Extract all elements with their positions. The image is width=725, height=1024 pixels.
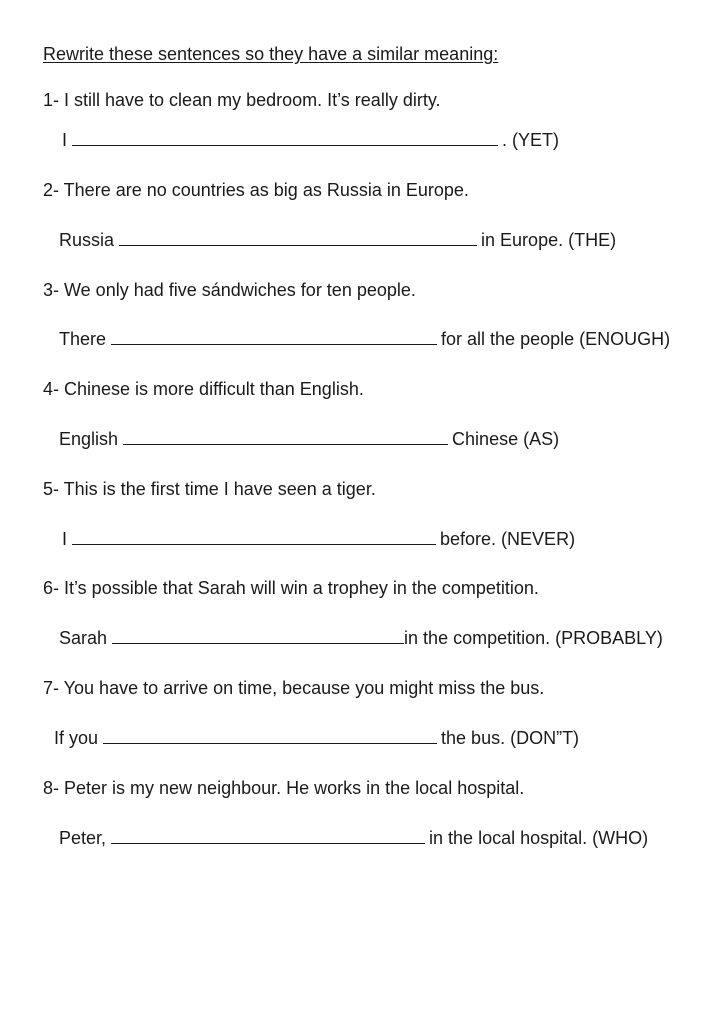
- item-8-blank[interactable]: [111, 827, 425, 844]
- item-6-answer-line: [59, 626, 663, 650]
- item-7-end: the bus. (DON”T): [441, 728, 580, 748]
- item-6-sentence: 6- It’s possible that Sarah will win a trophey in the competition.: [43, 578, 539, 598]
- item-8-sentence: 8- Peter is my new neighbour. He works in the local hospital.: [43, 778, 525, 798]
- item-4-sentence: 4- Chinese is more difficult than English.: [43, 379, 364, 399]
- item-5-blank[interactable]: [72, 528, 436, 545]
- item-4-start: English: [59, 429, 119, 449]
- worksheet-title: Rewrite these sentences so they have a similar meaning:: [43, 44, 499, 64]
- item-8-answer-line: [59, 826, 648, 850]
- item-6-start: Sarah: [59, 628, 108, 648]
- item-5-start: I: [62, 529, 68, 549]
- item-4-end: Chinese (AS): [452, 429, 560, 449]
- item-1-answer-line: [62, 128, 559, 152]
- item-1-start: I: [62, 130, 68, 150]
- item-4-blank[interactable]: [123, 428, 448, 445]
- item-3-end: for all the people (ENOUGH): [441, 329, 671, 349]
- item-7-sentence: 7- You have to arrive on time, because you might miss the bus.: [43, 678, 545, 698]
- item-1-sentence: 1- I still have to clean my bedroom. It’s really dirty.: [43, 90, 441, 110]
- item-3-sentence: 3- We only had five sándwiches for ten people.: [43, 280, 416, 300]
- item-2-end: in Europe. (THE): [481, 230, 617, 250]
- item-3-start: There: [59, 329, 107, 349]
- item-5-end: before. (NEVER): [440, 529, 576, 549]
- item-4-answer-line: [59, 427, 559, 451]
- item-8-start: Peter,: [59, 828, 107, 848]
- item-3-answer-line: [59, 327, 670, 351]
- item-2-start: Russia: [59, 230, 115, 250]
- item-2-answer-line: [59, 228, 616, 252]
- item-2-sentence: 2- There are no countries as big as Russia in Europe.: [43, 180, 469, 200]
- item-3-blank[interactable]: [111, 328, 437, 345]
- item-2-blank[interactable]: [119, 229, 477, 246]
- item-6-end: in the competition. (PROBABLY): [404, 628, 663, 648]
- item-7-answer-line: [54, 726, 579, 750]
- item-6-blank[interactable]: [112, 627, 404, 644]
- item-7-start: If you: [54, 728, 99, 748]
- item-1-end: . (YET): [502, 130, 560, 150]
- item-8-end: in the local hospital. (WHO): [429, 828, 649, 848]
- item-5-answer-line: [62, 527, 575, 551]
- item-5-sentence: 5- This is the first time I have seen a tiger.: [43, 479, 376, 499]
- item-7-blank[interactable]: [103, 727, 437, 744]
- item-1-blank[interactable]: [72, 129, 498, 146]
